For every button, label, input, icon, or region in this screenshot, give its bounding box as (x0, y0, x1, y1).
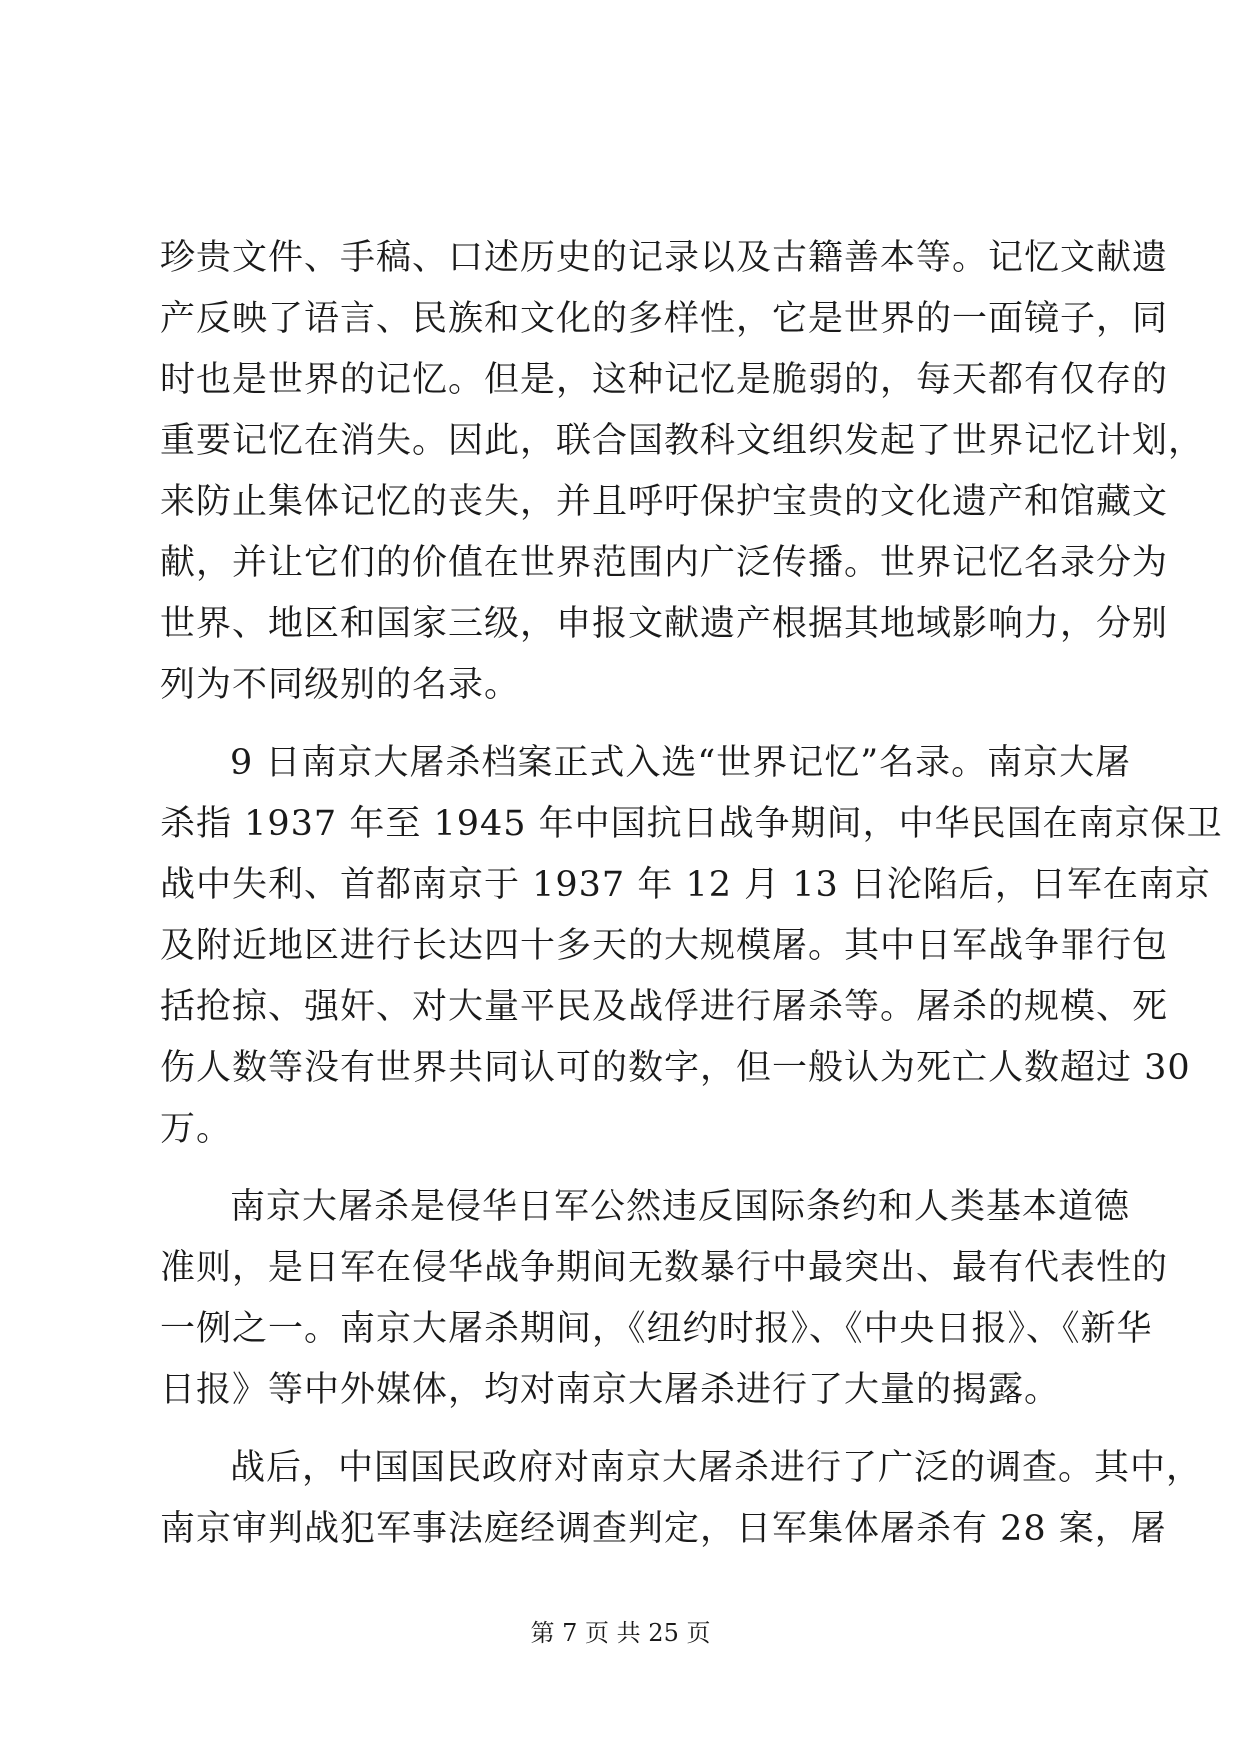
text-line: 产反映了语言、民族和文化的多样性，它是世界的一面镜子，同 (160, 299, 1169, 339)
text-line: 南京大屠杀是侵华日军公然违反国际条约和人类基本道德 (230, 1187, 1131, 1227)
text-line: 9 日南京大屠杀档案正式入选“世界记忆”名录。南京大屠 (230, 743, 1132, 783)
page-number-footer: 第 7 页 共 25 页 (530, 1619, 711, 1647)
text-line: 战后，中国国民政府对南京大屠杀进行了广泛的调查。其中， (230, 1448, 1203, 1488)
text-line: 括抢掠、强奸、对大量平民及战俘进行屠杀等。屠杀的规模、死 (160, 987, 1169, 1027)
text-line: 时也是世界的记忆。但是，这种记忆是脆弱的，每天都有仅存的 (160, 360, 1169, 400)
text-line: 杀指 1937 年至 1945 年中国抗日战争期间，中华民国在南京保卫 (160, 804, 1223, 844)
text-line: 南京审判战犯军事法庭经调查判定，日军集体屠杀有 28 案，屠 (160, 1509, 1167, 1549)
text-line: 献，并让它们的价值在世界范围内广泛传播。世界记忆名录分为 (160, 543, 1169, 583)
text-line: 日报》等中外媒体，均对南京大屠杀进行了大量的揭露。 (160, 1370, 1061, 1410)
text-line: 战中失利、首都南京于 1937 年 12 月 13 日沦陷后，日军在南京 (160, 865, 1211, 905)
document-body (160, 228, 1223, 1560)
text-line: 重要记忆在消失。因此，联合国教科文组织发起了世界记忆计划， (160, 421, 1205, 461)
paragraph-1 (160, 228, 1205, 716)
text-line: 伤人数等没有世界共同认可的数字，但一般认为死亡人数超过 30 (160, 1048, 1191, 1088)
text-line: 世界、地区和国家三级，申报文献遗产根据其地域影响力，分别 (160, 604, 1169, 644)
text-line: 来防止集体记忆的丧失，并且呼吁保护宝贵的文化遗产和馆藏文 (160, 482, 1169, 522)
text-line: 一例之一。南京大屠杀期间，《纽约时报》、《中央日报》、《新华 (160, 1309, 1153, 1349)
paragraph-4 (160, 1438, 1203, 1560)
paragraph-3 (160, 1177, 1169, 1421)
text-line: 列为不同级别的名录。 (160, 665, 521, 705)
text-line: 准则，是日军在侵华战争期间无数暴行中最突出、最有代表性的 (160, 1248, 1169, 1288)
text-line: 及附近地区进行长达四十多天的大规模屠。其中日军战争罪行包 (160, 926, 1169, 966)
paragraph-2 (160, 733, 1223, 1160)
text-line: 万。 (160, 1109, 233, 1149)
text-line: 珍贵文件、手稿、口述历史的记录以及古籍善本等。记忆文献遗 (160, 238, 1169, 278)
